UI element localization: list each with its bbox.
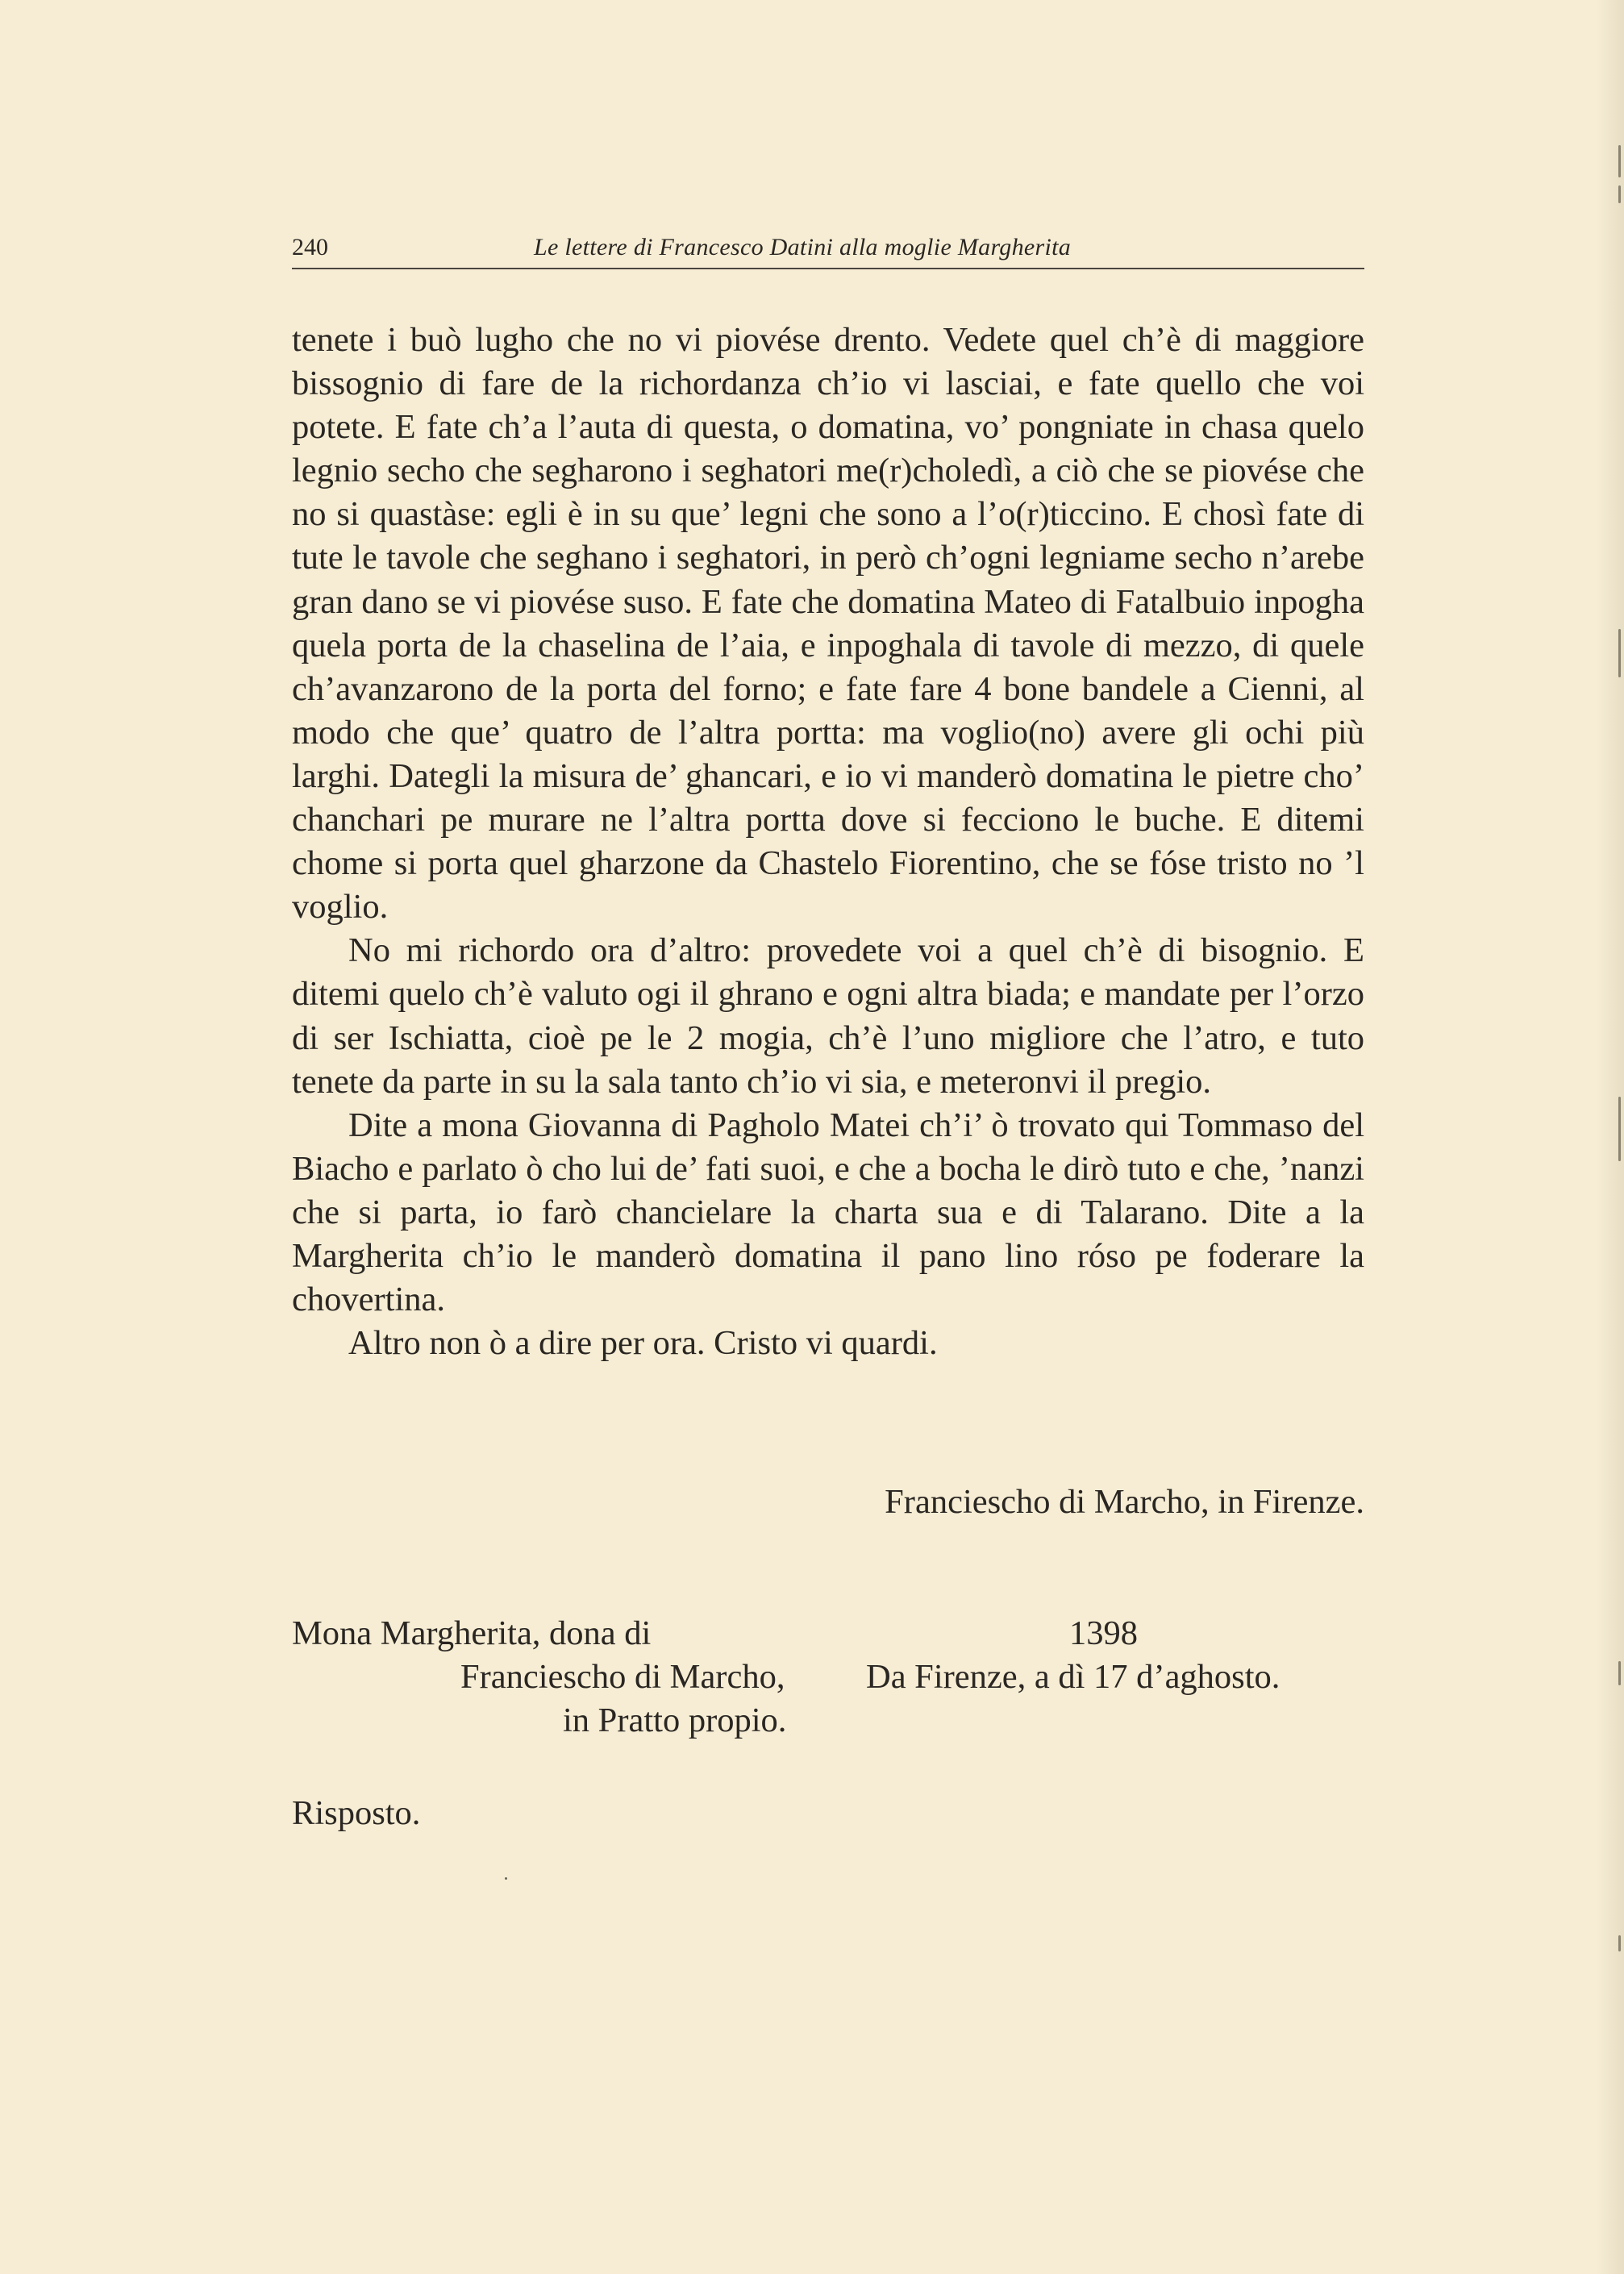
page-edge-mark — [1618, 1935, 1621, 1951]
address-line-3: in Pratto propio. — [563, 1701, 787, 1739]
letter-year: 1398 — [1069, 1614, 1138, 1652]
page-edge-mark — [1618, 145, 1621, 177]
page-header — [292, 229, 1364, 269]
place-and-date: Da Firenze, a dì 17 d’aghosto. — [866, 1658, 1280, 1696]
paragraph: Dite a mona Giovanna di Pagholo Matei ch’i’ ò trovato qui Tommaso del Biacho e parlato ò cho lui de’ fati suoi, e che a bocha le dirò tuto e che, ’nanzi che si parta, io farò chancielare la charta sua e di Talarano. Dite a la Margherita ch’io le manderò domatina il pano lino róso pe foderare la chovertina. — [292, 1106, 1364, 1319]
page-edge-mark — [1618, 629, 1621, 677]
reply-note: Risposto. — [292, 1794, 421, 1832]
paragraph: Altro non ò a dire per ora. Cristo vi quardi. — [348, 1324, 938, 1363]
letter-body — [292, 319, 1364, 1365]
page-edge-mark — [1618, 1661, 1621, 1685]
page-edge-mark — [1618, 185, 1621, 203]
print-speck — [505, 1877, 507, 1880]
page-number: 240 — [292, 234, 328, 260]
paragraph: tenete i buò lugho che no vi piovése drento. Vedete quel ch’è di maggiore bissognio di fare de la richordanza ch’io vi lasciai, e fate quello che voi potete. E fate ch’a l’auta di questa, o domatina, vo’ pongniate in chasa quelo legnio secho che segharono i seghatori me(r)choledì, a ciò che se piovése che no si quastàse: egli è in su que’ legni che sono a l’o(r)ticcino. E chosì fate di tute le tavole che seghano i seghatori, in però ch’ogni legniame secho n’arebe gran dano se vi piovése suso. E fate che domatina Mateo di Fatalbuio inpogha quela porta de la chaselina de l’aia, e inpoghala di tavole di mezzo, di quele ch’avanzarono de la porta del forno; e fate fare 4 bone bandele a Cienni, al modo che que’ quatro de l’altra portta: ma voglio(no) avere gli ochi più larghi. Dategli la misura de’ ghancari, e io vi manderò domatina le pietre cho’ chanchari pe murare ne l’altra portta dove si fecciono le buche. E ditemi chome si porta quel gharzone da Chastelo Fiorentino, che se fóse tristo no ’l voglio. — [292, 321, 1364, 927]
page-edge-mark — [1618, 1097, 1621, 1161]
address-line-2: Franciescho di Marcho, — [460, 1658, 785, 1696]
running-title: Le lettere di Francesco Datini alla moglie Margherita — [534, 234, 1072, 260]
address-line-1: Mona Margherita, dona di — [292, 1614, 652, 1652]
paragraph: No mi richordo ora d’altro: provedete voi a quel ch’è di bisognio. E ditemi quelo ch’è valuto ogi il ghrano e ogni altra biada; e mandate per l’orzo di ser Ischiatta, cioè pe le 2 mogia, ch’è l’uno migliore che l’atro, e tuto tenete da parte in su la sala tanto ch’io vi sia, e meteronvi il pregio. — [292, 931, 1364, 1101]
signature: Franciescho di Marcho, in Firenze. — [885, 1483, 1364, 1521]
